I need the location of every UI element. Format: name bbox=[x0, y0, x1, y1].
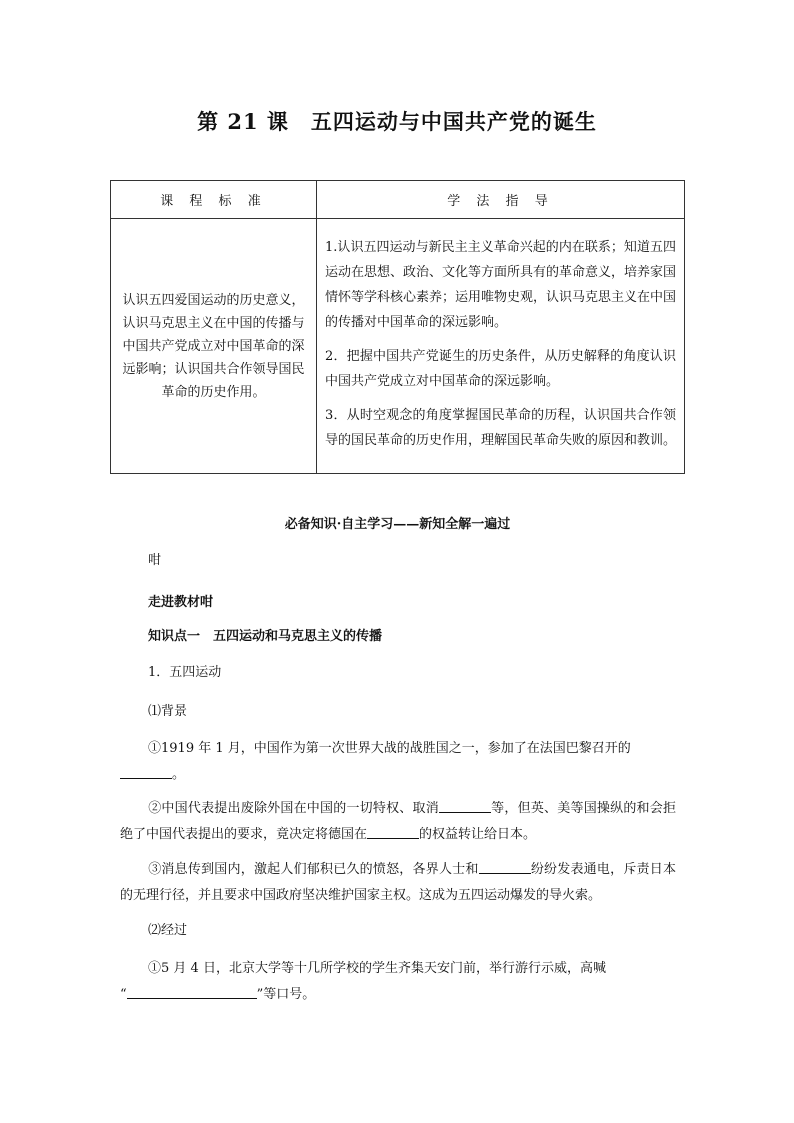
paragraph-background-2 bbox=[120, 796, 676, 848]
header-study-guide: 学 法 指 导 bbox=[317, 181, 685, 219]
textbook-heading: 走进教材咁 bbox=[148, 595, 214, 610]
fill-blank bbox=[120, 762, 172, 779]
marker-text: 咁 bbox=[148, 553, 162, 568]
paragraph-text: 等，但英、美等国操纵的和会拒绝了中国代表提出的要求，竟决定将德国在 bbox=[120, 801, 676, 842]
item-heading-may-fourth: 1．五四运动 bbox=[148, 665, 222, 680]
paragraph-background-3 bbox=[120, 857, 676, 909]
subheading-process: ⑵经过 bbox=[148, 923, 188, 938]
paragraph-text: 。 bbox=[172, 767, 186, 782]
subheading-background: ⑴背景 bbox=[148, 704, 188, 719]
curriculum-standard-text: 认识五四爱国运动的历史意义，认识马克思主义在中国的传播与中国共产党成立对中国革命的深远影响；认识国共合作领导国民革命的历史作用。 bbox=[111, 219, 317, 474]
paragraph-background-1 bbox=[148, 736, 676, 788]
section-heading: 必备知识·自主学习——新知全解一遍过 bbox=[284, 517, 511, 532]
knowledge-point-heading: 知识点一 五四运动和马克思主义的传播 bbox=[148, 629, 383, 644]
paragraph-text: ①5 月 4 日，北京大学等十几所学校的学生齐集天安门前，举行游行示威，高喊 bbox=[148, 961, 606, 976]
paragraph-text: ②中国代表提出废除外国在中国的一切特权、取消 bbox=[148, 801, 439, 816]
paragraph-text: ③消息传到国内，激起人们郁积已久的愤怒，各界人士和 bbox=[148, 862, 479, 877]
paragraph-text: 纷纷发表通电，斥责日本的无理行径，并且要求中国政府坚决维护国家主权。这成为五四运动爆发的导火索。 bbox=[120, 862, 676, 903]
study-guide-cell bbox=[317, 219, 685, 474]
fill-blank bbox=[439, 796, 491, 813]
table-body-row bbox=[111, 219, 685, 474]
header-curriculum-standard: 课 程 标 准 bbox=[111, 181, 317, 219]
paragraph-text: 的权益转让给日本。 bbox=[419, 827, 537, 842]
paragraph-text: “ bbox=[120, 987, 127, 1002]
paragraph-process-1 bbox=[120, 956, 676, 1008]
paragraph-text: ”等口号。 bbox=[256, 987, 316, 1002]
fill-blank bbox=[127, 982, 257, 999]
lesson-title: 第 21 课 五四运动与中国共产党的诞生 bbox=[197, 109, 597, 134]
fill-blank bbox=[479, 857, 531, 874]
study-guide-item-1: 1.认识五四运动与新民主主义革命兴起的内在联系；知道五四运动在思想、政治、文化等方面所具有的革命意义，培养家国情怀等学科核心素养；运用唯物史观，认识马克思主义在中国的传播对中国革命的深远影响。 bbox=[325, 240, 677, 330]
fill-blank bbox=[367, 822, 419, 839]
study-guide-item-3: 3．从时空观念的角度掌握国民革命的历程，认识国共合作领导的国民革命的历史作用，理解国民革命失败的原因和教训。 bbox=[325, 408, 677, 448]
paragraph-text: ①1919 年 1 月，中国作为第一次世界大战的战胜国之一，参加了在法国巴黎召开的 bbox=[148, 741, 631, 756]
curriculum-table bbox=[110, 180, 685, 474]
study-guide-item-2: 2．把握中国共产党诞生的历史条件，从历史解释的角度认识中国共产党成立对中国革命的深远影响。 bbox=[325, 349, 676, 389]
table-header-row bbox=[111, 181, 685, 219]
